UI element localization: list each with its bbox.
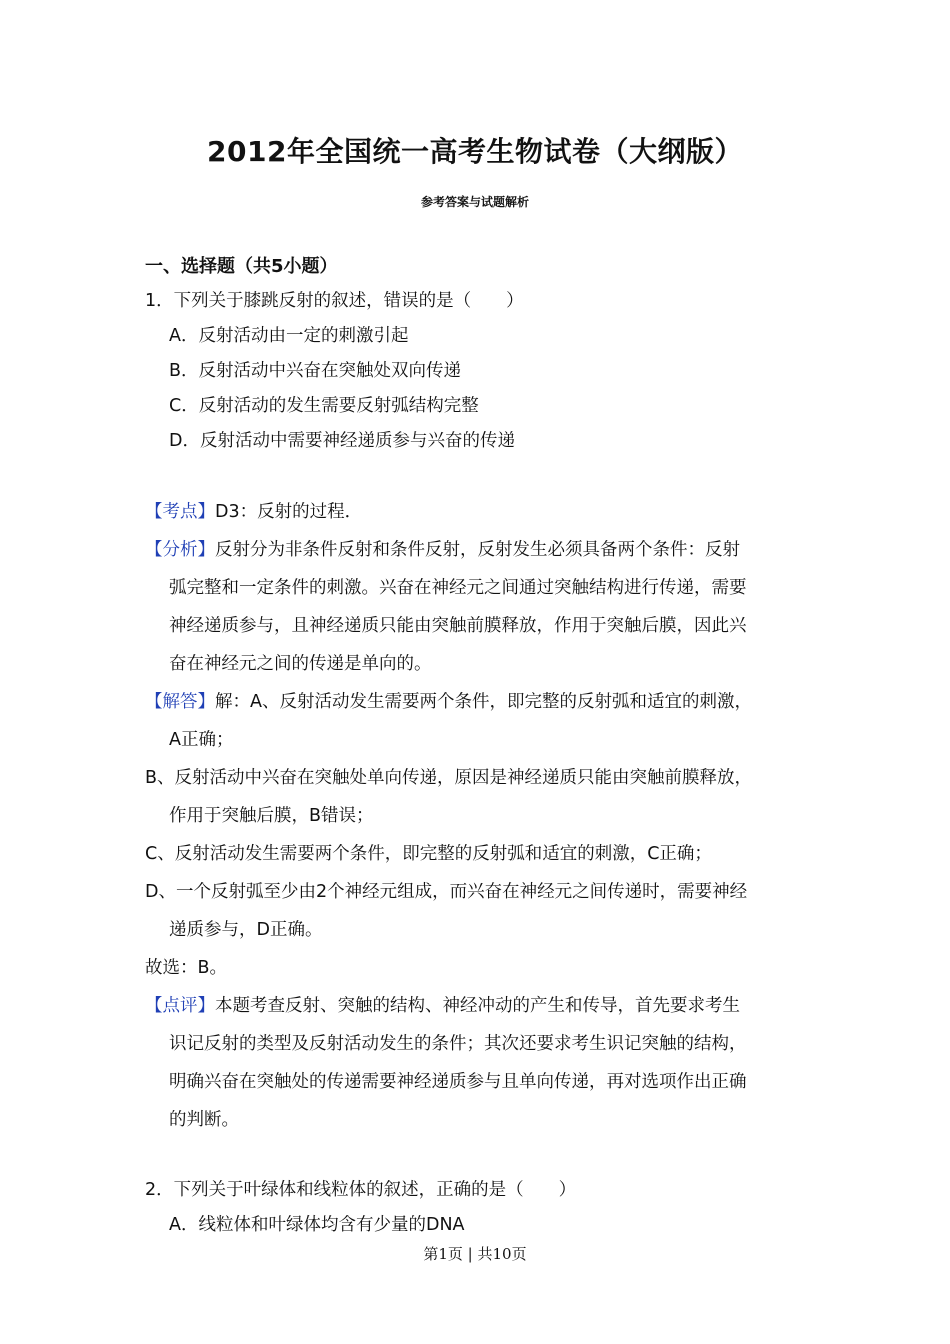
jieda-line-1: 解：A、反射活动发生需要两个条件，即完整的反射弧和适宜的刺激， <box>215 692 752 712</box>
explanation-b <box>145 759 825 835</box>
question-1-option-d: D．反射活动中需要神经递质参与兴奋的传递 <box>169 431 515 451</box>
fenxi-block <box>145 531 825 683</box>
question-1-option-a: A．反射活动由一定的刺激引起 <box>169 326 409 346</box>
explanation-d <box>145 873 825 949</box>
page-footer: 第1页 | 共10页 <box>423 1245 527 1263</box>
dianping-line-3: 明确兴奋在突触处的传递需要神经递质参与且单向传递，再对选项作出正确 <box>169 1072 747 1092</box>
explanation-d-line-2: 递质参与，D正确。 <box>169 920 323 940</box>
fenxi-line-3: 神经递质参与，且神经递质只能由突触前膜释放，作用于突触后膜，因此兴 <box>169 616 747 636</box>
answer-line: 故选：B。 <box>145 958 228 978</box>
dianping-line-4: 的判断。 <box>169 1110 239 1130</box>
dianping-line-1: 本题考查反射、突触的结构、神经冲动的产生和传导，首先要求考生 <box>215 996 740 1016</box>
question-1-option-b: B．反射活动中兴奋在突触处双向传递 <box>169 361 462 381</box>
jieda-block <box>145 683 825 759</box>
question-2-stem: 2．下列关于叶绿体和线粒体的叙述，正确的是（ ） <box>145 1180 577 1200</box>
fenxi-line-2: 弧完整和一定条件的刺激。兴奋在神经元之间通过突触结构进行传递，需要 <box>169 578 747 598</box>
explanation-b-line-1: B、反射活动中兴奋在突触处单向传递，原因是神经递质只能由突触前膜释放， <box>145 768 753 788</box>
explanation-d-line-1: D、一个反射弧至少由2个神经元组成，而兴奋在神经元之间传递时，需要神经 <box>145 882 748 902</box>
document-body <box>145 250 825 1243</box>
fenxi-line-4: 奋在神经元之间的传递是单向的。 <box>169 654 432 674</box>
page-subtitle: 参考答案与试题解析 <box>420 195 529 209</box>
dianping-block <box>145 987 825 1139</box>
fenxi-tag: 【分析】 <box>145 540 215 560</box>
question-1-stem: 1．下列关于膝跳反射的叙述，错误的是（ ） <box>145 291 524 311</box>
question-2-option-a: A．线粒体和叶绿体均含有少量的DNA <box>169 1215 465 1235</box>
question-1-option-c: C．反射活动的发生需要反射弧结构完整 <box>169 396 479 416</box>
explanation-b-line-2: 作用于突触后膜，B错误； <box>169 806 374 826</box>
kaodian-text: D3：反射的过程． <box>215 502 363 522</box>
dianping-line-2: 识记反射的类型及反射活动发生的条件；其次还要求考生识记突触的结构， <box>169 1034 747 1054</box>
dianping-tag: 【点评】 <box>145 996 215 1016</box>
jieda-tag: 【解答】 <box>145 692 215 712</box>
kaodian-block <box>145 493 825 531</box>
fenxi-line-1: 反射分为非条件反射和条件反射，反射发生必须具备两个条件：反射 <box>215 540 740 560</box>
page-title: 2012年全国统一高考生物试卷（大纲版） <box>207 135 743 168</box>
section-heading: 一、选择题（共5小题） <box>145 256 338 277</box>
kaodian-tag: 【考点】 <box>145 502 215 522</box>
explanation-c: C、反射活动发生需要两个条件，即完整的反射弧和适宜的刺激，C正确； <box>145 844 712 864</box>
jieda-line-2: A正确； <box>169 730 234 750</box>
